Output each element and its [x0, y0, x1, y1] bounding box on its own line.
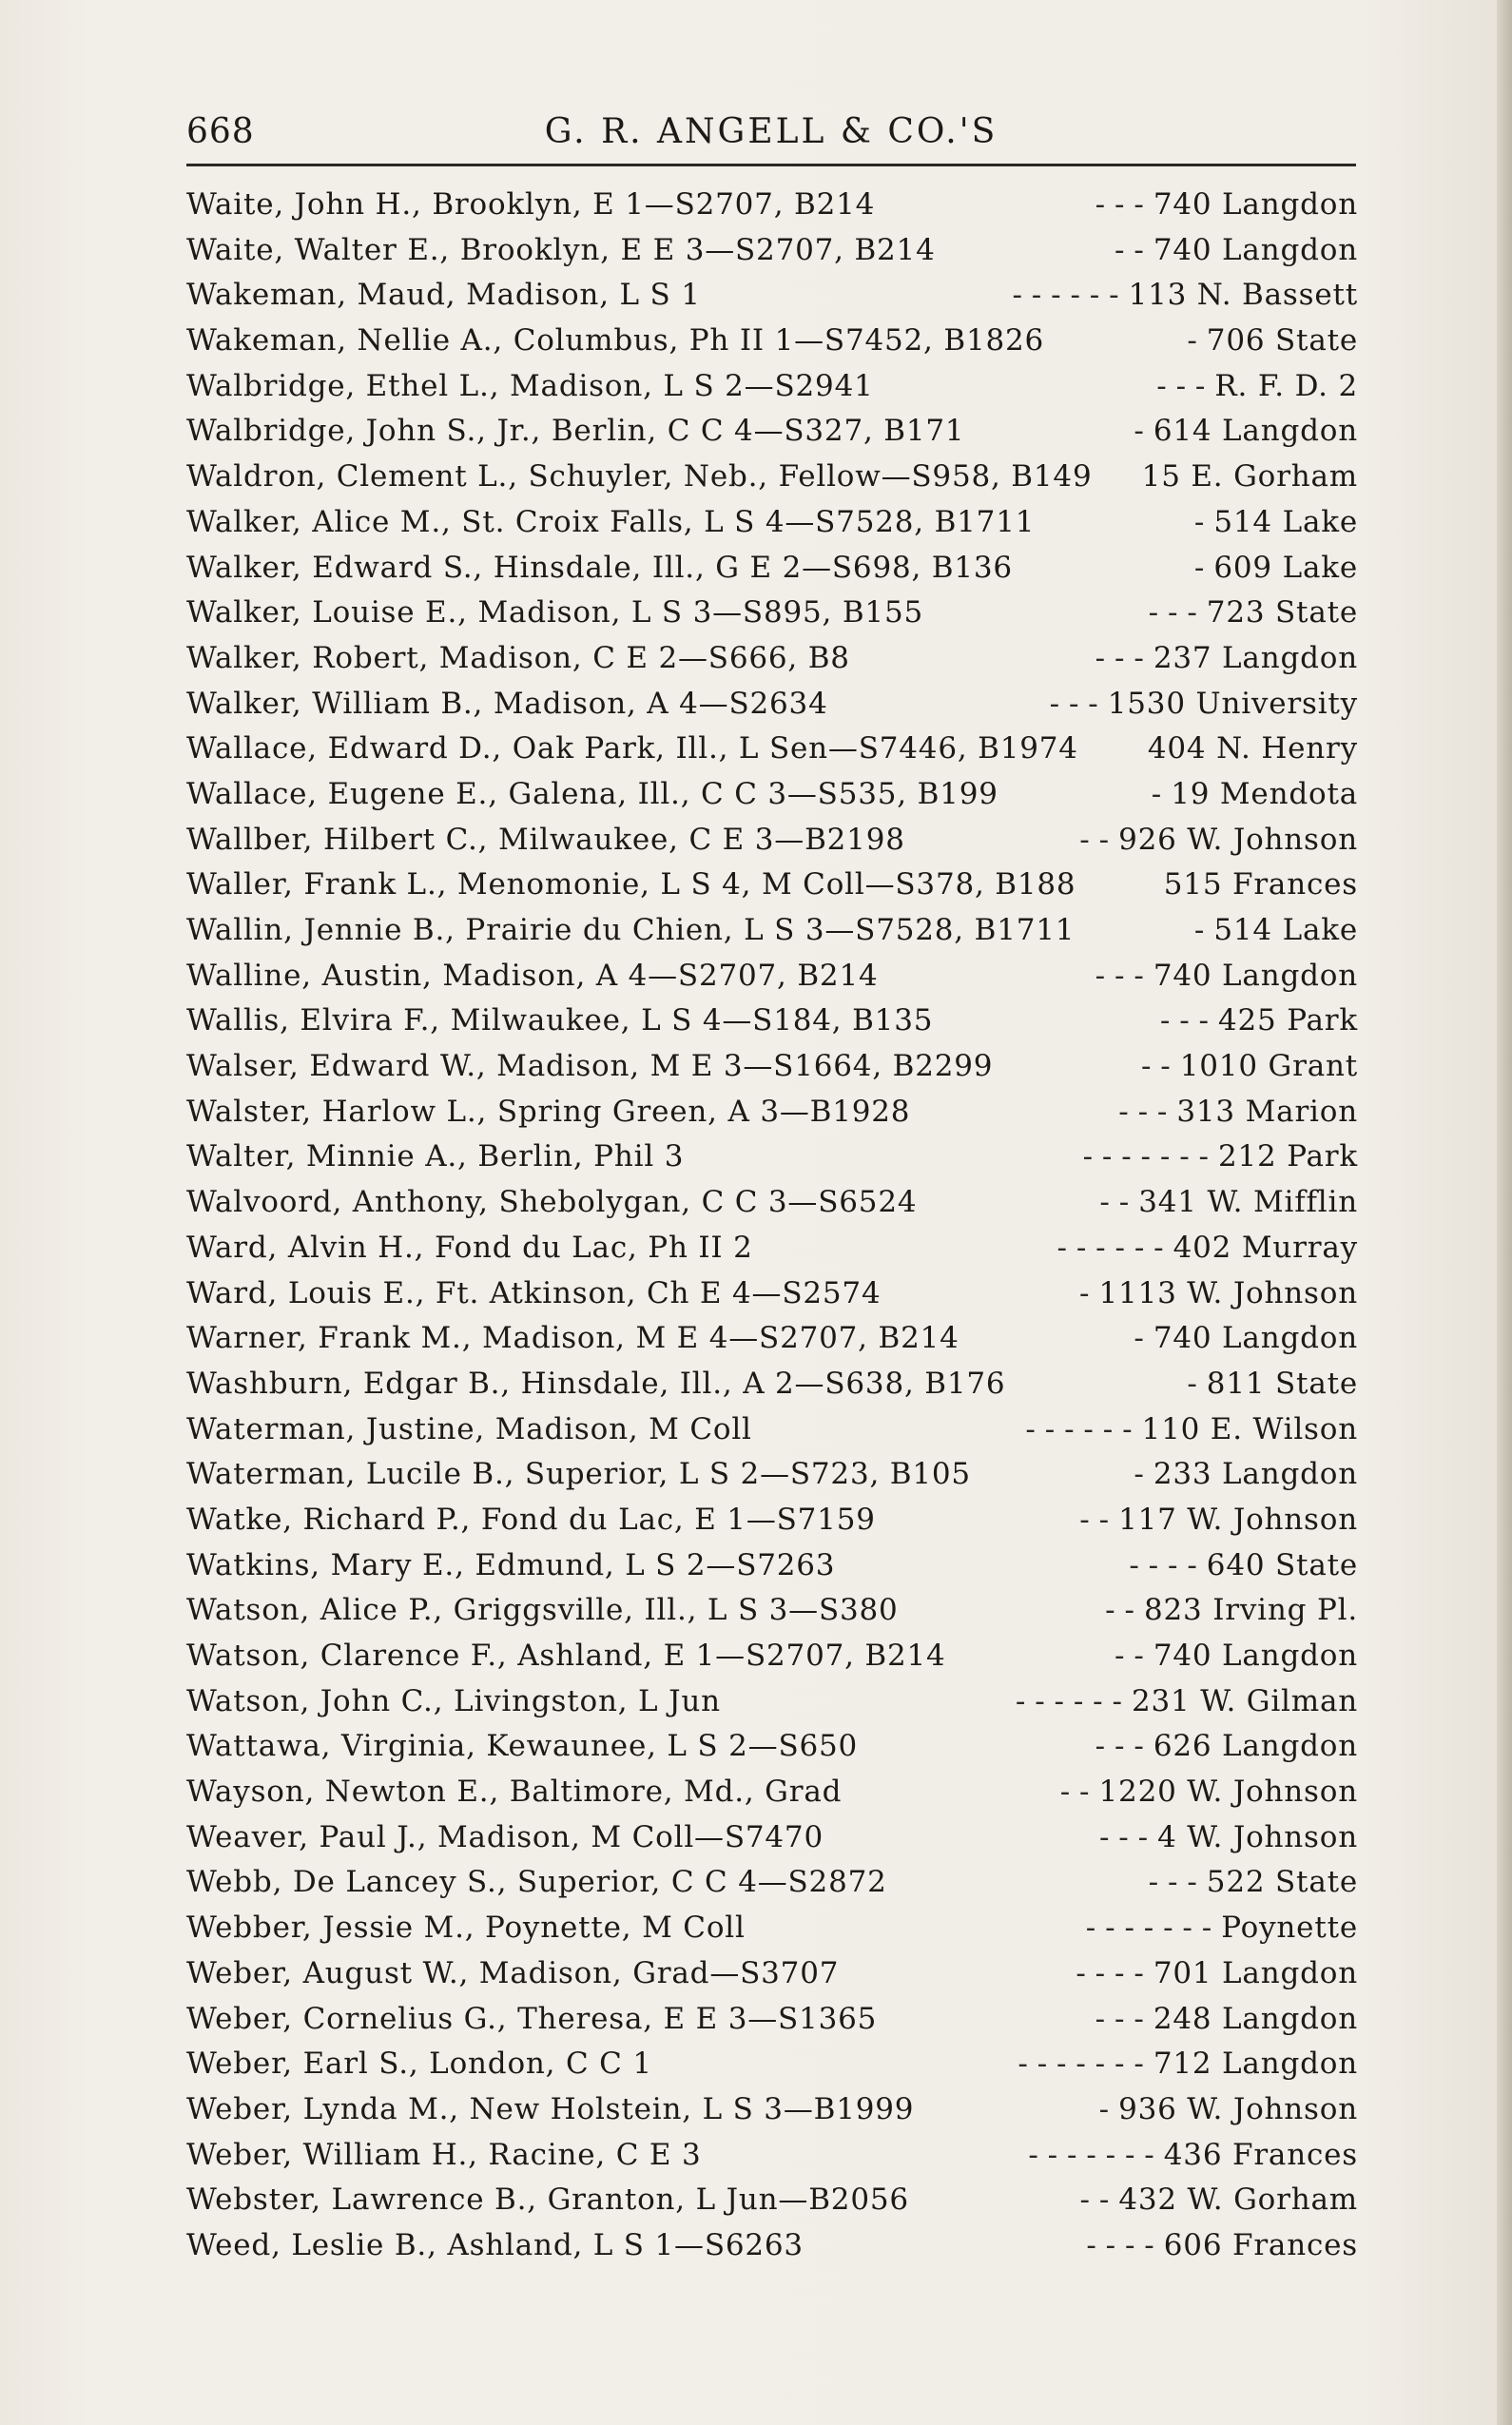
entry-name-details: Weaver, Paul J., Madison, M Coll—S7470: [186, 1819, 824, 1854]
directory-entry: [186, 908, 1358, 954]
entry-name-details: Walter, Minnie A., Berlin, Phil 3: [186, 1139, 685, 1174]
entry-name-details: Walker, Louise E., Madison, L S 3—S895, B155: [186, 595, 923, 630]
entry-address: 110 E. Wilson: [1141, 1411, 1358, 1446]
directory-entry: [186, 1407, 1358, 1453]
dot-leader: - - - - - -: [1012, 278, 1119, 313]
directory-entry: [186, 1860, 1358, 1906]
entry-address: 233 Langdon: [1153, 1457, 1358, 1492]
directory-entry: [186, 1997, 1358, 2043]
dot-leader: - - -: [1148, 1865, 1197, 1900]
entry-address: 341 W. Mifflin: [1138, 1185, 1358, 1220]
dot-leader: - - -: [1148, 595, 1197, 630]
entry-address: 425 Park: [1218, 1003, 1358, 1038]
dot-leader: -: [1151, 776, 1162, 811]
entry-name-details: Ward, Alvin H., Fond du Lac, Ph II 2: [186, 1230, 753, 1265]
directory-entry: [186, 2178, 1358, 2223]
entry-address: 926 W. Johnson: [1118, 822, 1358, 857]
directory-entry: [186, 2087, 1358, 2133]
dot-leader: -: [1134, 414, 1144, 449]
dot-leader: - -: [1079, 2182, 1110, 2218]
entry-name-details: Weber, Lynda M., New Holstein, L S 3—B1999: [186, 2091, 915, 2126]
entry-name-details: Watson, Clarence F., Ashland, E 1—S2707, B214: [186, 1639, 946, 1673]
page-header: [186, 105, 1356, 160]
dot-leader: -: [1187, 323, 1197, 359]
entry-address: 1530 University: [1107, 686, 1358, 721]
entry-name-details: Warner, Frank M., Madison, M E 4—S2707, B214: [186, 1321, 960, 1356]
dot-leader: - -: [1115, 1639, 1144, 1673]
entry-address: 522 State: [1206, 1865, 1358, 1900]
entry-name-details: Walker, Alice M., St. Croix Falls, L S 4—S7528, B1711: [186, 504, 1036, 539]
entry-address: 609 Lake: [1213, 550, 1358, 585]
dot-leader: - - - -: [1129, 1547, 1197, 1582]
directory-entry: [186, 954, 1358, 999]
entry-name-details: Wallace, Edward D., Oak Park, Ill., L Sen—S7446, B1974: [186, 731, 1078, 766]
entry-name-details: Walker, William B., Madison, A 4—S2634: [186, 686, 828, 721]
entry-name-details: Wallin, Jennie B., Prairie du Chien, L S 3—S7528, B1711: [186, 913, 1076, 947]
directory-entry: [186, 1588, 1358, 1634]
directory-entry: [186, 1770, 1358, 1815]
entry-address: 1010 Grant: [1179, 1049, 1358, 1084]
book-spine-edge: [1497, 0, 1512, 2425]
entry-address: 701 Langdon: [1153, 1955, 1358, 1990]
entry-address: 823 Irving Pl.: [1143, 1593, 1358, 1628]
entry-name-details: Waite, Walter E., Brooklyn, E E 3—S2707, B214: [186, 232, 936, 267]
entry-address: 723 State: [1206, 595, 1358, 630]
entry-name-details: Waterman, Lucile B., Superior, L S 2—S723, B105: [186, 1457, 971, 1492]
entry-address: 117 W. Johnson: [1118, 1502, 1358, 1537]
entry-address: 237 Langdon: [1153, 640, 1358, 675]
directory-entry: [186, 183, 1358, 228]
entry-name-details: Webster, Lawrence B., Granton, L Jun—B2056: [186, 2182, 909, 2218]
entry-name-details: Washburn, Edgar B., Hinsdale, Ill., A 2—S638, B176: [186, 1366, 1006, 1401]
directory-entry: [186, 1090, 1358, 1135]
directory-entry: [186, 228, 1358, 274]
dot-leader: - - -: [1159, 1003, 1210, 1038]
dot-leader: - - - - - - -: [1085, 1911, 1212, 1946]
entry-address: 626 Langdon: [1153, 1729, 1358, 1764]
entry-name-details: Weber, Cornelius G., Theresa, E E 3—S1365: [186, 2001, 878, 2036]
entry-name-details: Wallber, Hilbert C., Milwaukee, C E 3—B2198: [186, 822, 905, 857]
entry-name-details: Ward, Louis E., Ft. Atkinson, Ch E 4—S2574: [186, 1275, 882, 1310]
entry-address: 706 State: [1206, 323, 1358, 359]
directory-listing: [186, 183, 1358, 2269]
directory-entry: [186, 727, 1358, 772]
entry-address: R. F. D. 2: [1214, 368, 1358, 403]
entry-name-details: Walbridge, Ethel L., Madison, L S 2—S2941: [186, 368, 874, 403]
directory-entry: [186, 364, 1358, 410]
entry-name-details: Wakeman, Maud, Madison, L S 1: [186, 278, 701, 313]
dot-leader: - - - -: [1086, 2227, 1154, 2262]
entry-name-details: Wayson, Newton E., Baltimore, Md., Grad: [186, 1775, 843, 1810]
header-rule: [186, 164, 1356, 166]
entry-address: 515 Frances: [1163, 867, 1358, 902]
directory-entry: [186, 273, 1358, 319]
directory-entry: [186, 1135, 1358, 1180]
dot-leader: -: [1134, 1321, 1144, 1356]
directory-entry: [186, 591, 1358, 636]
directory-entry: [186, 1044, 1358, 1090]
dot-leader: -: [1134, 1457, 1144, 1492]
entry-name-details: Wakeman, Nellie A., Columbus, Ph II 1—S7452, B1826: [186, 323, 1045, 359]
entry-address: 113 N. Bassett: [1128, 278, 1358, 313]
entry-address: 740 Langdon: [1153, 1321, 1358, 1356]
page-number: 668: [186, 112, 255, 151]
entry-address: 432 W. Gorham: [1118, 2182, 1358, 2218]
directory-entry: [186, 2133, 1358, 2179]
dot-leader: - -: [1099, 1185, 1130, 1220]
dot-leader: - - - - - - -: [1028, 2137, 1154, 2172]
entry-name-details: Waterman, Justine, Madison, M Coll: [186, 1411, 752, 1446]
entry-address: 19 Mendota: [1171, 776, 1358, 811]
running-head-publisher: G. R. ANGELL & CO.'S: [544, 112, 998, 151]
entry-name-details: Walster, Harlow L., Spring Green, A 3—B1928: [186, 1094, 911, 1129]
directory-entry: [186, 863, 1358, 908]
directory-entry: [186, 319, 1358, 364]
entry-name-details: Waller, Frank L., Menomonie, L S 4, M Coll—S378, B188: [186, 867, 1076, 902]
entry-name-details: Waite, John H., Brooklyn, E 1—S2707, B214: [186, 187, 876, 222]
entry-name-details: Watson, John C., Livingston, L Jun: [186, 1683, 721, 1718]
entry-name-details: Walser, Edward W., Madison, M E 3—S1664, B2299: [186, 1049, 994, 1084]
entry-address: 313 Marion: [1176, 1094, 1358, 1129]
entry-name-details: Watke, Richard P., Fond du Lac, E 1—S7159: [186, 1502, 876, 1537]
directory-entry: [186, 818, 1358, 863]
entry-address: 1220 W. Johnson: [1098, 1775, 1358, 1810]
directory-entry: [186, 1180, 1358, 1226]
directory-entry: [186, 1362, 1358, 1407]
dot-leader: - -: [1115, 232, 1144, 267]
directory-entry: [186, 500, 1358, 546]
entry-name-details: Webb, De Lancey S., Superior, C C 4—S2872: [186, 1865, 887, 1900]
entry-name-details: Watson, Alice P., Griggsville, Ill., L S 3—S380: [186, 1593, 899, 1628]
entry-address: 936 W. Johnson: [1118, 2091, 1358, 2126]
entry-address: 402 Murray: [1173, 1230, 1358, 1265]
dot-leader: - - - -: [1076, 1955, 1144, 1990]
entry-address: 514 Lake: [1213, 504, 1358, 539]
dot-leader: - -: [1140, 1049, 1171, 1084]
dot-leader: - - -: [1095, 958, 1144, 993]
entry-name-details: Walvoord, Anthony, Shebolygan, C C 3—S6524: [186, 1185, 918, 1220]
entry-name-details: Wattawa, Virginia, Kewaunee, L S 2—S650: [186, 1729, 859, 1764]
directory-entry: [186, 1452, 1358, 1498]
entry-name-details: Watkins, Mary E., Edmund, L S 2—S7263: [186, 1547, 836, 1582]
dot-leader: - - -: [1095, 187, 1144, 222]
entry-name-details: Weber, August W., Madison, Grad—S3707: [186, 1955, 840, 1990]
dot-leader: -: [1193, 913, 1205, 947]
entry-name-details: Webber, Jessie M., Poynette, M Coll: [186, 1911, 746, 1946]
directory-entry: [186, 636, 1358, 682]
directory-entry: [186, 1543, 1358, 1589]
directory-entry: [186, 1271, 1358, 1317]
directory-entry: [186, 2223, 1358, 2269]
entry-address: 1113 W. Johnson: [1098, 1275, 1358, 1310]
entry-address: 248 Langdon: [1153, 2001, 1358, 2036]
entry-address: 740 Langdon: [1153, 1639, 1358, 1673]
entry-name-details: Waldron, Clement L., Schuyler, Neb., Fellow—S958, B149: [186, 459, 1093, 495]
dot-leader: -: [1187, 1366, 1197, 1401]
entry-address: 712 Langdon: [1153, 2047, 1358, 2082]
dot-leader: -: [1079, 1275, 1090, 1310]
entry-address: 15 E. Gorham: [1141, 459, 1358, 495]
entry-name-details: Walker, Edward S., Hinsdale, Ill., G E 2—S698, B136: [186, 550, 1013, 585]
dot-leader: - - -: [1049, 686, 1098, 721]
directory-entry: [186, 999, 1358, 1044]
entry-address: 514 Lake: [1213, 913, 1358, 947]
entry-name-details: Walker, Robert, Madison, C E 2—S666, B8: [186, 640, 850, 675]
directory-entry: [186, 1906, 1358, 1951]
dot-leader: -: [1098, 2091, 1110, 2126]
entry-name-details: Walline, Austin, Madison, A 4—S2707, B214: [186, 958, 879, 993]
directory-entry: [186, 409, 1358, 455]
directory-entry: [186, 455, 1358, 500]
directory-entry: [186, 682, 1358, 728]
entry-address: 740 Langdon: [1153, 958, 1358, 993]
dot-leader: - - -: [1156, 368, 1206, 403]
directory-entry: [186, 1498, 1358, 1543]
entry-name-details: Wallace, Eugene E., Galena, Ill., C C 3—S535, B199: [186, 776, 998, 811]
directory-entry: [186, 1724, 1358, 1770]
entry-address: 231 W. Gilman: [1131, 1683, 1358, 1718]
dot-leader: - - - - - - -: [1018, 2047, 1144, 2082]
entry-address: 212 Park: [1218, 1139, 1358, 1174]
dot-leader: - - - - - - -: [1082, 1139, 1210, 1174]
entry-address: 740 Langdon: [1153, 187, 1358, 222]
directory-entry: [186, 1679, 1358, 1725]
dot-leader: - -: [1105, 1593, 1134, 1628]
dot-leader: -: [1193, 504, 1205, 539]
entry-address: 740 Langdon: [1153, 232, 1358, 267]
directory-entry: [186, 1815, 1358, 1861]
directory-entry: [186, 1316, 1358, 1362]
entry-name-details: Weber, William H., Racine, C E 3: [186, 2137, 702, 2172]
dot-leader: - - - - - -: [1015, 1683, 1122, 1718]
dot-leader: - -: [1079, 822, 1110, 857]
dot-leader: - - - - - -: [1025, 1411, 1133, 1446]
dot-leader: - - - - - -: [1056, 1230, 1164, 1265]
entry-address: 404 N. Henry: [1147, 731, 1358, 766]
dot-leader: - - -: [1095, 2001, 1144, 2036]
entry-address: 4 W. Johnson: [1157, 1819, 1358, 1854]
entry-address: 436 Frances: [1163, 2137, 1358, 2172]
entry-name-details: Walbridge, John S., Jr., Berlin, C C 4—S327, B171: [186, 414, 965, 449]
dot-leader: -: [1193, 550, 1205, 585]
entry-name-details: Weed, Leslie B., Ashland, L S 1—S6263: [186, 2227, 804, 2262]
directory-entry: [186, 546, 1358, 592]
dot-leader: - - -: [1098, 1819, 1149, 1854]
entry-address: 811 State: [1206, 1366, 1358, 1401]
dot-leader: - - -: [1118, 1094, 1168, 1129]
directory-entry: [186, 2042, 1358, 2087]
dot-leader: - - -: [1095, 1729, 1144, 1764]
directory-entry: [186, 1634, 1358, 1679]
entry-name-details: Wallis, Elvira F., Milwaukee, L S 4—S184, B135: [186, 1003, 934, 1038]
dot-leader: - -: [1059, 1775, 1090, 1810]
entry-address: Poynette: [1221, 1911, 1358, 1946]
directory-entry: [186, 772, 1358, 818]
entry-address: 640 State: [1206, 1547, 1358, 1582]
directory-entry: [186, 1226, 1358, 1271]
directory-entry: [186, 1951, 1358, 1997]
entry-address: 606 Frances: [1163, 2227, 1358, 2262]
entry-address: 614 Langdon: [1153, 414, 1358, 449]
dot-leader: - -: [1079, 1502, 1110, 1537]
entry-name-details: Weber, Earl S., London, C C 1: [186, 2047, 652, 2082]
dot-leader: - - -: [1095, 640, 1144, 675]
